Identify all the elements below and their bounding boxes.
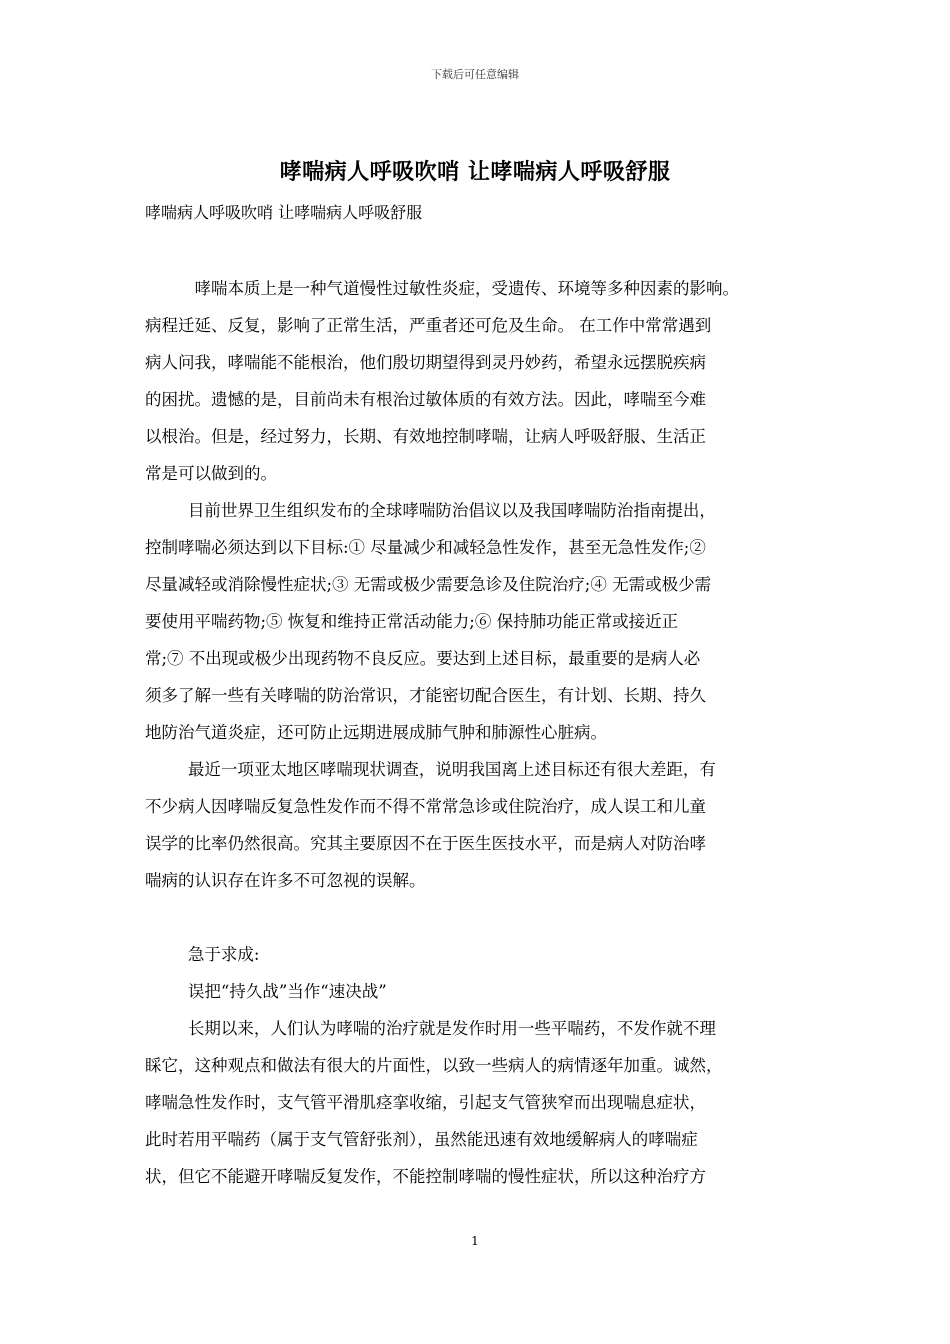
text-line: 哮喘急性发作时，支气管平滑肌痉挛收缩，引起支气管狭窄而出现喘息症状， bbox=[145, 1093, 706, 1112]
page-number: 1 bbox=[471, 1234, 479, 1248]
text-line: 状，但它不能避开哮喘反复发作，不能控制哮喘的慢性症状，所以这种治疗方 bbox=[145, 1167, 706, 1186]
document-subtitle: 哮喘病人呼吸吹哨 让哮喘病人呼吸舒服 bbox=[145, 203, 423, 222]
text-line: 最近一项亚太地区哮喘现状调查，说明我国离上述目标还有很大差距，有 bbox=[187, 760, 716, 779]
text-line: 地防治气道炎症，还可防止远期进展成肺气肿和肺源性心脏病。 bbox=[145, 723, 607, 742]
text-line: 误把“持久战”当作“速决战” bbox=[187, 982, 387, 1001]
text-line: 误学的比率仍然很高。究其主要原因不在于医生医技水平，而是病人对防治哮 bbox=[145, 834, 706, 853]
text-line: 常;⑦ 不出现或极少出现药物不良反应。要达到上述目标，最重要的是病人必 bbox=[145, 649, 701, 668]
text-line: 要使用平喘药物;⑤ 恢复和维持正常活动能力;⑥ 保持肺功能正常或接近正 bbox=[145, 612, 679, 631]
document-body bbox=[145, 270, 813, 1195]
paragraph-1 bbox=[145, 270, 813, 492]
text-line: 须多了解一些有关哮喘的防治常识，才能密切配合医生，有计划、长期、持久 bbox=[145, 686, 706, 705]
text-line: 目前世界卫生组织发布的全球哮喘防治倡议以及我国哮喘防治指南提出， bbox=[187, 501, 716, 520]
text-line: 病程迁延、反复，影响了正常生活，严重者还可危及生命。 在工作中常常遇到 bbox=[145, 316, 712, 335]
text-line: 睬它，这种观点和做法有很大的片面性，以致一些病人的病情逐年加重。诚然， bbox=[145, 1056, 723, 1075]
text-line: 长期以来，人们认为哮喘的治疗就是发作时用一些平喘药，不发作就不理 bbox=[187, 1019, 716, 1038]
text-line: 常是可以做到的。 bbox=[145, 464, 277, 483]
text-line: 不少病人因哮喘反复急性发作而不得不常常急诊或住院治疗，成人误工和儿童 bbox=[145, 797, 706, 816]
blank-line bbox=[145, 899, 813, 936]
text-line: 尽量减轻或消除慢性症状;③ 无需或极少需要急诊及住院治疗;④ 无需或极少需 bbox=[145, 575, 712, 594]
text-line: 哮喘本质上是一种气道慢性过敏性炎症，受遗传、环境等多种因素的影响。 bbox=[194, 279, 739, 298]
text-line: 以根治。但是，经过努力，长期、有效地控制哮喘，让病人呼吸舒服、生活正 bbox=[145, 427, 706, 446]
paragraph-3 bbox=[145, 751, 813, 899]
text-line: 急于求成: bbox=[187, 945, 260, 964]
paragraph-4 bbox=[145, 1010, 813, 1195]
document-title: 哮喘病人呼吸吹哨 让哮喘病人呼吸舒服 bbox=[279, 160, 671, 185]
section-subheading bbox=[145, 973, 813, 1010]
text-line: 此时若用平喘药（属于支气管舒张剂），虽然能迅速有效地缓解病人的哮喘症 bbox=[145, 1130, 698, 1149]
text-line: 病人问我，哮喘能不能根治，他们殷切期望得到灵丹妙药，希望永远摆脱疾病 bbox=[145, 353, 706, 372]
paragraph-2 bbox=[145, 492, 813, 751]
text-line: 喘病的认识存在许多不可忽视的误解。 bbox=[145, 871, 426, 890]
section-heading bbox=[145, 936, 813, 973]
text-line: 的困扰。遗憾的是，目前尚未有根治过敏体质的有效方法。因此，哮喘至今难 bbox=[145, 390, 706, 409]
header-note: 下载后可任意编辑 bbox=[431, 68, 519, 81]
text-line: 控制哮喘必须达到以下目标:① 尽量减少和减轻急性发作，甚至无急性发作;② bbox=[145, 538, 706, 557]
